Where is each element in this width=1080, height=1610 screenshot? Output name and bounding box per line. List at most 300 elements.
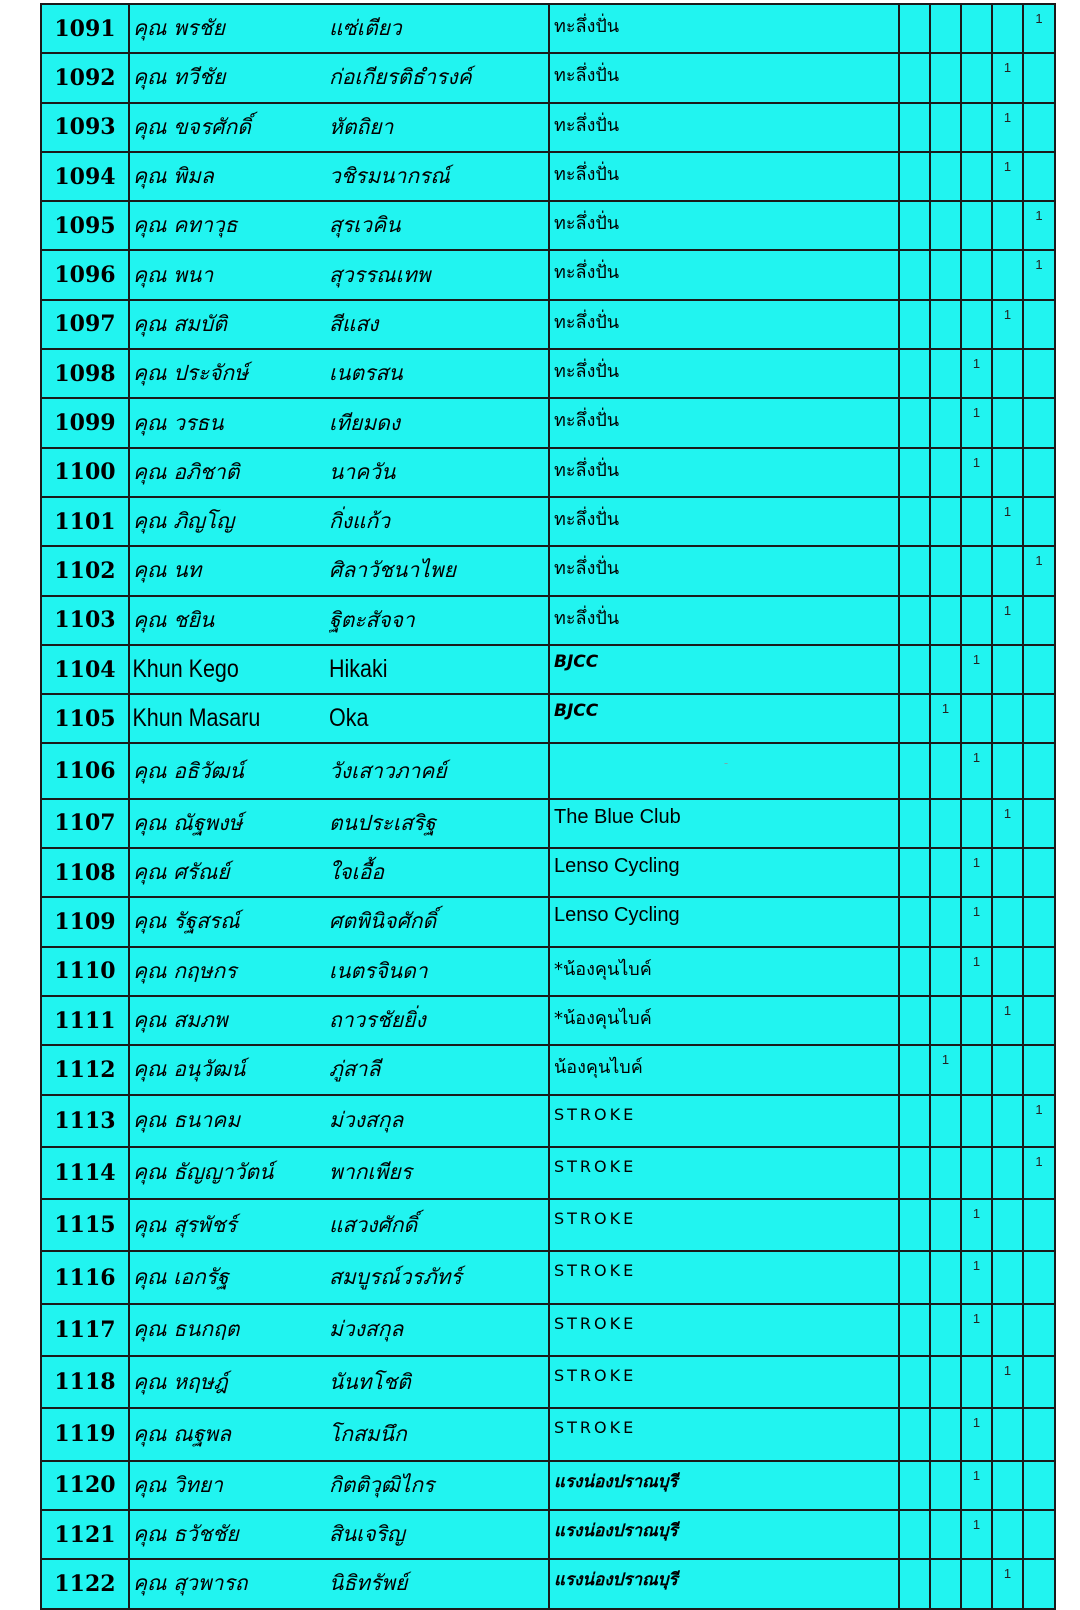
last-name-cell: นิธิทรัพย์ [329,1559,549,1608]
category-mark-cell: 1 [1023,1147,1055,1199]
category-mark-cell [961,201,992,250]
last-name-cell: ฐิตะสัจจา [329,596,549,645]
last-name-cell: สุรเวคิน [329,201,549,250]
category-mark-cell [899,497,930,546]
last-name-cell: สินเจริญ [329,1510,549,1559]
category-mark-cell [899,694,930,743]
category-mark-cell [1023,349,1055,398]
row-number: 1109 [41,897,129,946]
table-row [41,103,1055,152]
category-mark-cell [961,300,992,349]
category-mark-cell [930,1356,961,1408]
category-mark-cell [992,250,1023,299]
category-mark-cell [992,349,1023,398]
club-cell: BJCC [549,645,899,694]
row-number: 1095 [41,201,129,250]
first-name-cell: คุณ วิทยา [129,1461,329,1510]
category-mark-cell [899,250,930,299]
category-mark-cell [899,848,930,897]
category-mark-cell [899,398,930,447]
category-mark-cell [930,448,961,497]
category-mark-cell [930,1461,961,1510]
club-cell: ทะลึ่งปั่น [549,201,899,250]
first-name-cell: คุณ ธวัชชัย [129,1510,329,1559]
category-mark-cell [992,1199,1023,1251]
category-mark-cell [930,349,961,398]
category-mark-cell [930,996,961,1045]
category-mark-cell [899,1147,930,1199]
category-mark-cell [1023,947,1055,996]
category-mark-cell: 1 [930,694,961,743]
category-mark-cell [899,645,930,694]
row-number: 1097 [41,300,129,349]
row-number: 1104 [41,645,129,694]
category-mark-cell [1023,1461,1055,1510]
first-name-cell: คุณ อธิวัฒน์ [129,743,329,798]
last-name-cell: กิตติวุฒิไกร [329,1461,549,1510]
club-cell: Lenso Cycling [549,848,899,897]
last-name-cell: ศตพินิจศักดิ์ [329,897,549,946]
category-mark-cell [992,448,1023,497]
category-mark-cell [961,103,992,152]
club-cell: ทะลึ่งปั่น [549,596,899,645]
category-mark-cell [961,799,992,848]
category-mark-cell: 1 [992,103,1023,152]
category-mark-cell [961,996,992,1045]
category-mark-cell [961,4,992,53]
category-mark-cell [1023,1304,1055,1356]
table-row [41,4,1055,53]
category-mark-cell [1023,1356,1055,1408]
category-mark-cell [899,4,930,53]
last-name-cell: วชิรมนากรณ์ [329,152,549,201]
club-cell: ทะลึ่งปั่น [549,497,899,546]
category-mark-cell [899,947,930,996]
category-mark-cell [899,1251,930,1303]
club-cell: ทะลึ่งปั่น [549,103,899,152]
category-mark-cell [899,300,930,349]
first-name-cell: คุณ วรธน [129,398,329,447]
row-number: 1091 [41,4,129,53]
last-name-cell: แสวงศักดิ์ [329,1199,549,1251]
category-mark-cell: 1 [1023,250,1055,299]
first-name-cell: คุณ กฤษกร [129,947,329,996]
category-mark-cell: 1 [992,53,1023,102]
table-row [41,546,1055,595]
last-name-cell: โกสมนึก [329,1408,549,1460]
last-name-cell: สีแสง [329,300,549,349]
first-name-cell: คุณ ณฐพล [129,1408,329,1460]
category-mark-cell: 1 [961,1461,992,1510]
category-mark-cell [930,1304,961,1356]
first-name-cell: คุณ คทาวุธ [129,201,329,250]
table-row [41,848,1055,897]
category-mark-cell [930,1147,961,1199]
category-mark-cell [899,546,930,595]
row-number: 1112 [41,1045,129,1094]
last-name-cell: สุวรรณเทพ [329,250,549,299]
category-mark-cell: 1 [961,897,992,946]
category-mark-cell: 1 [961,349,992,398]
club-cell: *น้องคุนไบค์ [549,947,899,996]
category-mark-cell [930,497,961,546]
category-mark-cell [899,201,930,250]
category-mark-cell [930,398,961,447]
category-mark-cell: 1 [961,1510,992,1559]
category-mark-cell [1023,300,1055,349]
row-number: 1118 [41,1356,129,1408]
club-cell: ทะลึ่งปั่น [549,398,899,447]
category-mark-cell [899,996,930,1045]
row-number: 1108 [41,848,129,897]
club-cell: - [549,743,899,798]
category-mark-cell [930,947,961,996]
table-row [41,201,1055,250]
category-mark-cell [899,53,930,102]
table-row [41,497,1055,546]
last-name-cell: ถาวรชัยยิ่ง [329,996,549,1045]
table-row [41,947,1055,996]
club-cell: STROKE [549,1408,899,1460]
category-mark-cell: 1 [1023,546,1055,595]
category-mark-cell: 1 [992,152,1023,201]
club-cell: แรงน่องปราณบุรี [549,1510,899,1559]
last-name-cell: นันทโชติ [329,1356,549,1408]
table-row [41,1147,1055,1199]
category-mark-cell: 1 [1023,1095,1055,1147]
category-mark-cell [1023,152,1055,201]
category-mark-cell [1023,1199,1055,1251]
category-mark-cell [1023,848,1055,897]
category-mark-cell [1023,743,1055,798]
category-mark-cell [1023,103,1055,152]
first-name-cell: คุณ ณัฐพงษ์ [129,799,329,848]
category-mark-cell [930,103,961,152]
category-mark-cell: 1 [961,645,992,694]
first-name-cell: คุณ ธนกฤต [129,1304,329,1356]
club-cell: แรงน่องปราณบุรี [549,1461,899,1510]
category-mark-cell [1023,398,1055,447]
category-mark-cell [961,1356,992,1408]
category-mark-cell [1023,1045,1055,1094]
row-number: 1105 [41,694,129,743]
first-name-cell: คุณ พนา [129,250,329,299]
category-mark-cell: 1 [992,1559,1023,1608]
category-mark-cell [1023,1408,1055,1460]
first-name-cell: คุณ ขจรศักดิ์ [129,103,329,152]
category-mark-cell [899,1510,930,1559]
category-mark-cell [961,1147,992,1199]
category-mark-cell [1023,694,1055,743]
category-mark-cell [899,103,930,152]
table-row [41,448,1055,497]
category-mark-cell: 1 [961,947,992,996]
category-mark-cell [992,848,1023,897]
table-row [41,1356,1055,1408]
last-name-cell: ม่วงสกุล [329,1095,549,1147]
category-mark-cell [930,1199,961,1251]
club-cell: ทะลึ่งปั่น [549,448,899,497]
category-mark-cell [899,1304,930,1356]
row-number: 1114 [41,1147,129,1199]
club-cell: STROKE [549,1199,899,1251]
category-mark-cell [992,201,1023,250]
category-mark-cell [930,897,961,946]
first-name-cell: Khun Masaru [129,694,301,743]
club-cell: STROKE [549,1356,899,1408]
last-name-cell: Hikaki [329,645,518,694]
category-mark-cell: 1 [1023,201,1055,250]
last-name-cell: เทียมดง [329,398,549,447]
club-cell: The Blue Club [549,799,899,848]
category-mark-cell [930,1559,961,1608]
category-mark-cell: 1 [1023,4,1055,53]
table-row [41,1304,1055,1356]
category-mark-cell [899,1045,930,1094]
table-row [41,897,1055,946]
category-mark-cell [992,1408,1023,1460]
category-mark-cell [930,300,961,349]
category-mark-cell [930,152,961,201]
row-number: 1092 [41,53,129,102]
club-cell: STROKE [549,1304,899,1356]
table-row [41,645,1055,694]
category-mark-cell: 1 [992,1356,1023,1408]
category-mark-cell [992,398,1023,447]
last-name-cell: เนตรจินดา [329,947,549,996]
category-mark-cell [899,1356,930,1408]
first-name-cell: คุณ ทวีชัย [129,53,329,102]
category-mark-cell [930,596,961,645]
row-number: 1116 [41,1251,129,1303]
category-mark-cell: 1 [961,1199,992,1251]
club-cell: น้องคุนไบค์ [549,1045,899,1094]
first-name-cell: คุณ นท [129,546,329,595]
last-name-cell: Oka [329,694,518,743]
category-mark-cell [961,53,992,102]
category-mark-cell [1023,1510,1055,1559]
table-row [41,1095,1055,1147]
category-mark-cell: 1 [961,1408,992,1460]
first-name-cell: คุณ สมภพ [129,996,329,1045]
category-mark-cell [930,1095,961,1147]
last-name-cell: พากเพียร [329,1147,549,1199]
category-mark-cell [899,152,930,201]
category-mark-cell [992,1510,1023,1559]
category-mark-cell [930,250,961,299]
category-mark-cell: 1 [992,799,1023,848]
category-mark-cell [992,897,1023,946]
category-mark-cell [961,152,992,201]
first-name-cell: คุณ ศรัณย์ [129,848,329,897]
category-mark-cell [1023,645,1055,694]
category-mark-cell [899,897,930,946]
table-row [41,1045,1055,1094]
category-mark-cell [992,4,1023,53]
category-mark-cell [992,694,1023,743]
last-name-cell: ภู่สาลี [329,1045,549,1094]
row-number: 1113 [41,1095,129,1147]
table-row [41,799,1055,848]
club-cell: ทะลึ่งปั่น [549,349,899,398]
row-number: 1103 [41,596,129,645]
category-mark-cell: 1 [930,1045,961,1094]
category-mark-cell [1023,53,1055,102]
category-mark-cell [961,546,992,595]
first-name-cell: คุณ เอกรัฐ [129,1251,329,1303]
category-mark-cell [992,645,1023,694]
category-mark-cell [992,1045,1023,1094]
category-mark-cell [1023,1559,1055,1608]
last-name-cell: วังเสาวภาคย์ [329,743,549,798]
club-cell: ทะลึ่งปั่น [549,53,899,102]
category-mark-cell [930,53,961,102]
club-cell: *น้องคุนไบค์ [549,996,899,1045]
last-name-cell: ม่วงสกุล [329,1304,549,1356]
club-cell: STROKE [549,1095,899,1147]
table-row [41,596,1055,645]
category-mark-cell [930,4,961,53]
category-mark-cell [930,201,961,250]
category-mark-cell [899,1199,930,1251]
row-number: 1117 [41,1304,129,1356]
category-mark-cell [930,1251,961,1303]
category-mark-cell [961,497,992,546]
registration-table [40,3,1056,1610]
club-cell: ทะลึ่งปั่น [549,250,899,299]
category-mark-cell: 1 [992,596,1023,645]
first-name-cell: คุณ ธัญญาวัตน์ [129,1147,329,1199]
row-number: 1110 [41,947,129,996]
row-number: 1106 [41,743,129,798]
row-number: 1111 [41,996,129,1045]
club-cell: STROKE [549,1147,899,1199]
category-mark-cell [961,1095,992,1147]
table-row [41,152,1055,201]
category-mark-cell [992,1095,1023,1147]
club-cell: แรงน่องปราณบุรี [549,1559,899,1608]
category-mark-cell: 1 [961,1304,992,1356]
last-name-cell: กิ่งแก้ว [329,497,549,546]
category-mark-cell [992,1304,1023,1356]
category-mark-cell [899,1095,930,1147]
table-row [41,996,1055,1045]
table-row [41,349,1055,398]
row-number: 1096 [41,250,129,299]
category-mark-cell [1023,897,1055,946]
table-row [41,53,1055,102]
first-name-cell: คุณ สมบัติ [129,300,329,349]
first-name-cell: คุณ ภิญโญ [129,497,329,546]
first-name-cell: คุณ ประจักษ์ [129,349,329,398]
category-mark-cell [930,1408,961,1460]
category-mark-cell [961,694,992,743]
category-mark-cell [899,1408,930,1460]
category-mark-cell [930,645,961,694]
category-mark-cell: 1 [992,996,1023,1045]
category-mark-cell [1023,799,1055,848]
category-mark-cell [961,250,992,299]
category-mark-cell [1023,1251,1055,1303]
category-mark-cell [899,1461,930,1510]
first-name-cell: คุณ อภิชาติ [129,448,329,497]
first-name-cell: คุณ สุวพารถ [129,1559,329,1608]
category-mark-cell [930,1510,961,1559]
category-mark-cell [899,596,930,645]
row-number: 1101 [41,497,129,546]
club-cell: ทะลึ่งปั่น [549,4,899,53]
table-row [41,1408,1055,1460]
category-mark-cell [1023,448,1055,497]
category-mark-cell [899,799,930,848]
last-name-cell: นาควัน [329,448,549,497]
club-cell: BJCC [549,694,899,743]
table-row [41,1461,1055,1510]
first-name-cell: คุณ พิมล [129,152,329,201]
table-row [41,694,1055,743]
category-mark-cell [899,349,930,398]
table-body [41,4,1055,1609]
table-row [41,1199,1055,1251]
category-mark-cell [899,1559,930,1608]
table-row [41,1510,1055,1559]
category-mark-cell [992,947,1023,996]
club-cell: ทะลึ่งปั่น [549,300,899,349]
category-mark-cell [930,799,961,848]
category-mark-cell: 1 [961,398,992,447]
row-number: 1122 [41,1559,129,1608]
first-name-cell: Khun Kego [129,645,301,694]
last-name-cell: หัตถิยา [329,103,549,152]
first-name-cell: คุณ ชยิน [129,596,329,645]
club-cell: ทะลึ่งปั่น [549,546,899,595]
first-name-cell: คุณ หฤษฎ์ [129,1356,329,1408]
row-number: 1115 [41,1199,129,1251]
row-number: 1121 [41,1510,129,1559]
club-cell: Lenso Cycling [549,897,899,946]
category-mark-cell [1023,996,1055,1045]
category-mark-cell: 1 [961,743,992,798]
table-row [41,300,1055,349]
last-name-cell: เนตรสน [329,349,549,398]
last-name-cell: ก่อเกียรติธำรงค์ [329,53,549,102]
category-mark-cell [1023,497,1055,546]
category-mark-cell [899,743,930,798]
last-name-cell: แซ่เตียว [329,4,549,53]
category-mark-cell [992,743,1023,798]
row-number: 1120 [41,1461,129,1510]
row-number: 1094 [41,152,129,201]
category-mark-cell [992,546,1023,595]
category-mark-cell [930,743,961,798]
first-name-cell: คุณ สุรพัชร์ [129,1199,329,1251]
category-mark-cell [961,1045,992,1094]
table-row [41,250,1055,299]
table-row [41,1559,1055,1608]
row-number: 1119 [41,1408,129,1460]
category-mark-cell [899,448,930,497]
category-mark-cell [961,596,992,645]
category-mark-cell [930,848,961,897]
row-number: 1099 [41,398,129,447]
table-row [41,1251,1055,1303]
club-cell: STROKE [549,1251,899,1303]
category-mark-cell [992,1251,1023,1303]
last-name-cell: สมบูรณ์วรภัทร์ [329,1251,549,1303]
category-mark-cell: 1 [992,300,1023,349]
category-mark-cell: 1 [961,448,992,497]
category-mark-cell [1023,596,1055,645]
